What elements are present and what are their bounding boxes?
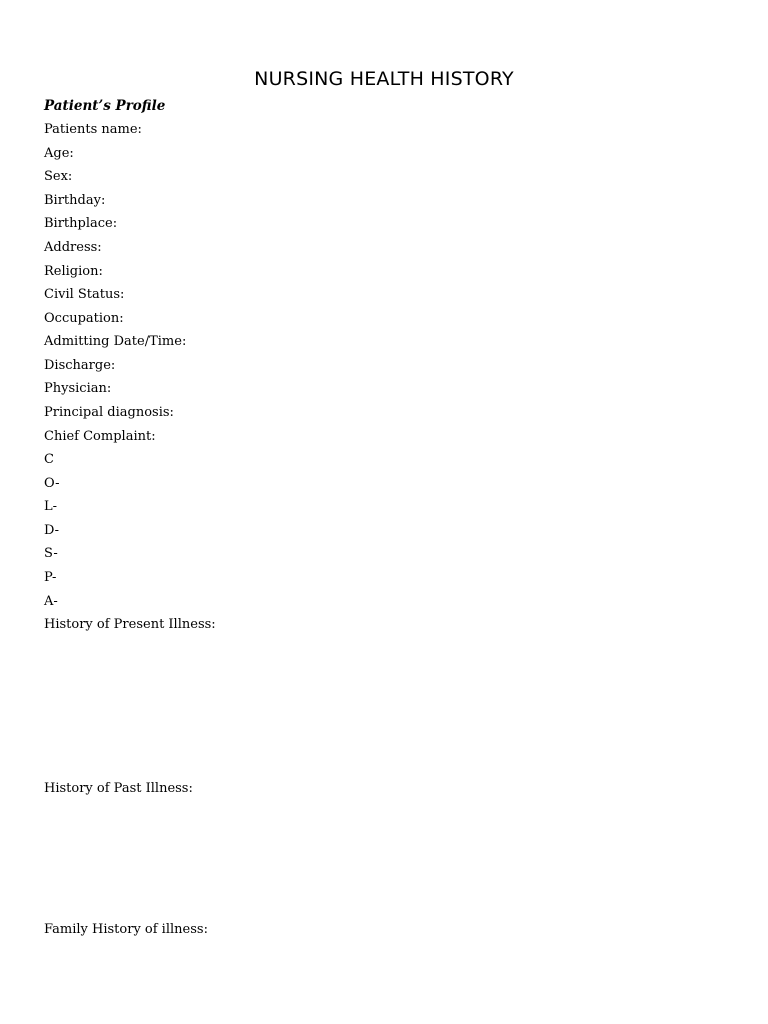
history-past-illness-label: History of Past Illness: bbox=[44, 781, 193, 796]
family-history-illness-label: Family History of illness: bbox=[44, 922, 208, 937]
field-label-birthplace: Birthplace: bbox=[44, 216, 118, 231]
coldspa-item-l: L- bbox=[44, 499, 58, 514]
field-label-religion: Religion: bbox=[44, 264, 103, 279]
field-label-birthday: Birthday: bbox=[44, 193, 106, 208]
coldspa-item-a: A- bbox=[44, 594, 58, 609]
field-label-age: Age: bbox=[44, 146, 74, 161]
coldspa-item-c: C bbox=[44, 452, 54, 467]
field-label-discharge: Discharge: bbox=[44, 358, 116, 373]
coldspa-item-o: O- bbox=[44, 476, 60, 491]
coldspa-item-p: P- bbox=[44, 570, 57, 585]
coldspa-item-d: D- bbox=[44, 523, 60, 538]
field-label-occupation: Occupation: bbox=[44, 311, 124, 326]
field-label-patient-name: Patients name: bbox=[44, 122, 142, 137]
history-present-illness-label: History of Present Illness: bbox=[44, 617, 216, 632]
field-label-civil-status: Civil Status: bbox=[44, 287, 125, 302]
field-label-sex: Sex: bbox=[44, 169, 73, 184]
field-label-physician: Physician: bbox=[44, 381, 112, 396]
field-label-principal-diagnosis: Principal diagnosis: bbox=[44, 405, 174, 420]
field-label-chief-complaint: Chief Complaint: bbox=[44, 429, 156, 444]
field-label-address: Address: bbox=[44, 240, 102, 255]
document-title: NURSING HEALTH HISTORY bbox=[254, 68, 514, 90]
coldspa-item-s: S- bbox=[44, 546, 58, 561]
field-label-admitting-date-time: Admitting Date/Time: bbox=[44, 334, 187, 349]
patient-profile-heading: Patient’s Profile bbox=[44, 98, 166, 114]
